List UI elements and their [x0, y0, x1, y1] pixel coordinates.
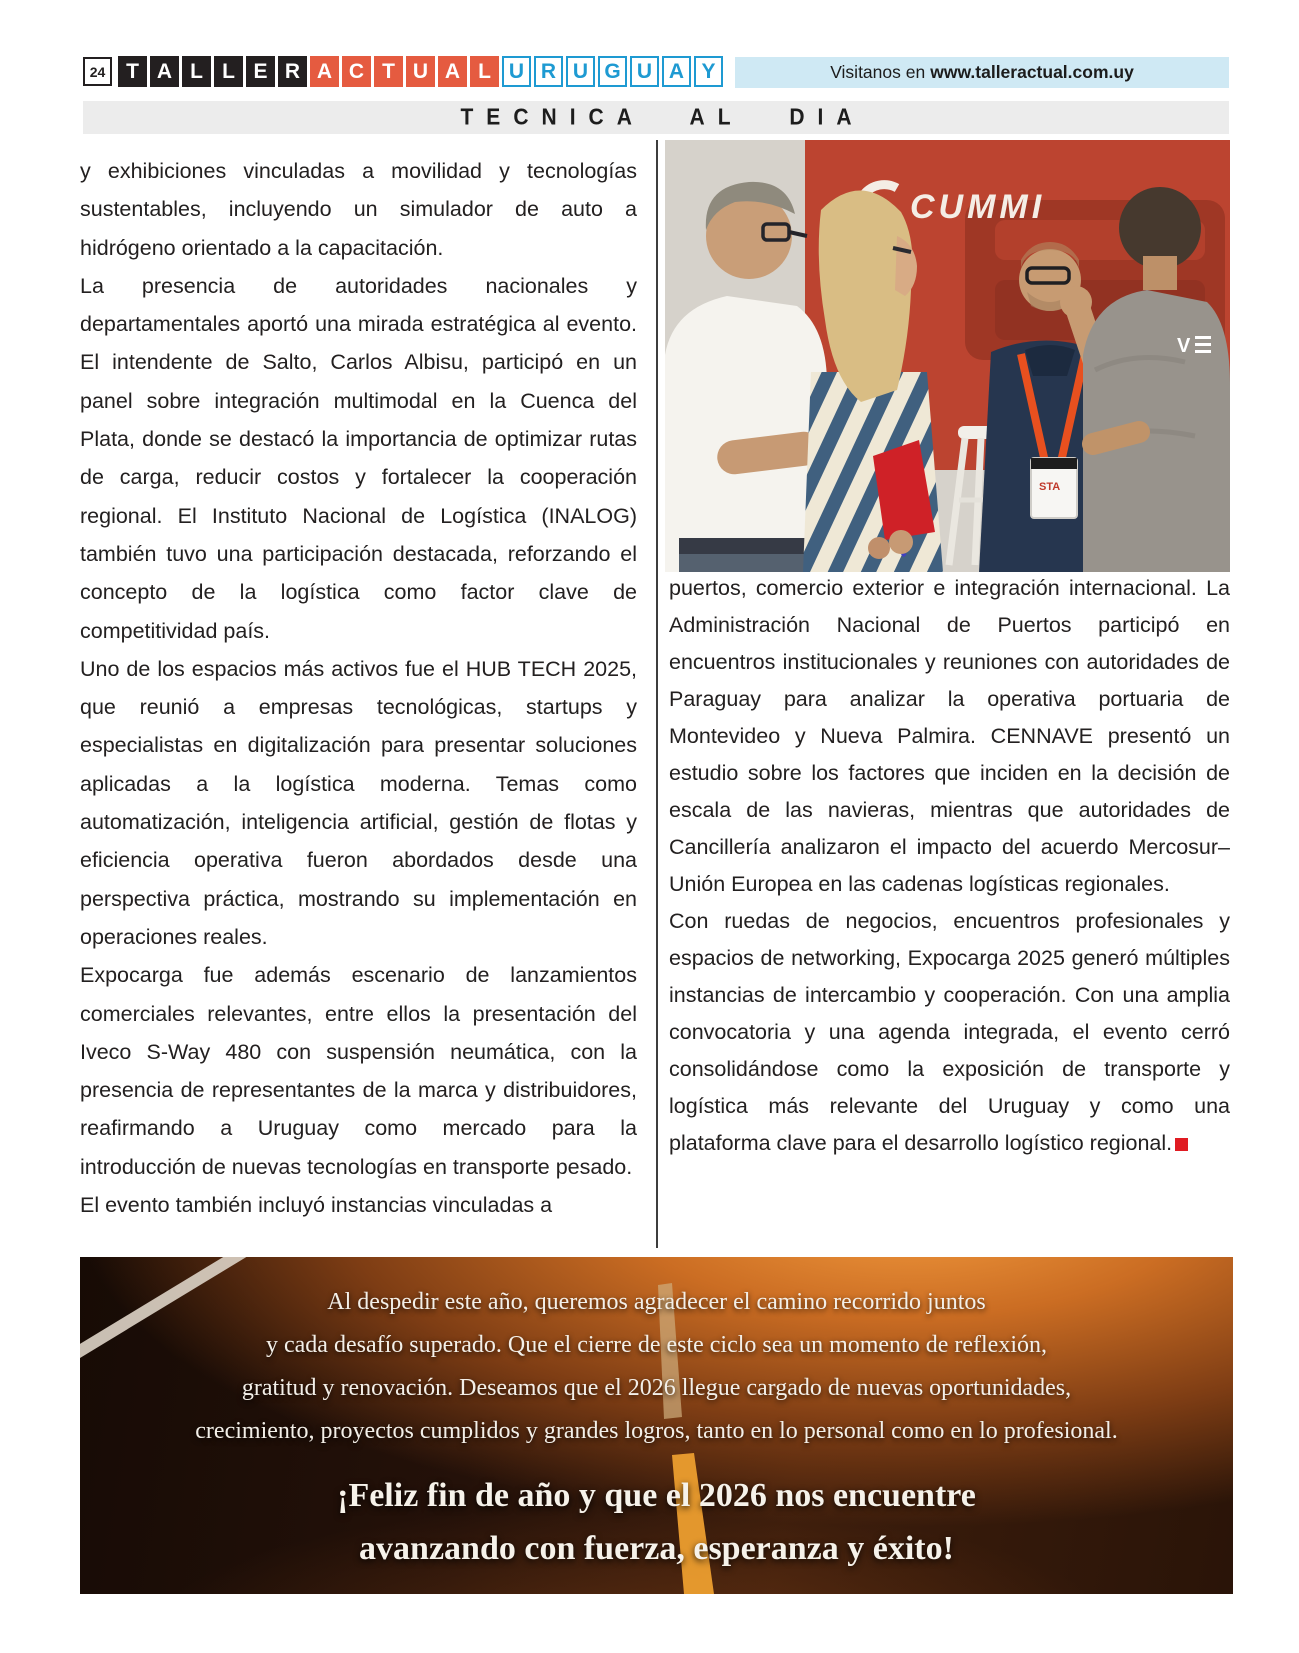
paragraph-last [669, 903, 1230, 1162]
paragraph: El evento también incluyó instancias vinculadas a [80, 1193, 553, 1218]
paragraph: Expocarga fue además escenario de lanzamientos comerciales relevantes, entre ellos la presentación del Iveco S-Way 480 con suspensión neumática, con la presencia de representantes de la marca y distribuidores, reafirmando a Uruguay como mercado para la introducción de nuevas tecnologías en transporte pesado. [80, 963, 637, 1179]
paragraph: Uno de los espacios más activos fue el HUB TECH 2025, que reunió a empresas tecnológicas, startups y especialistas en digitalización para presentar soluciones aplicadas a la logística moderna. Temas como automatización, inteligencia artificial, gestión de flotas y eficiencia operativa fueron abordados desde una perspectiva práctica, mostrando su implementación en operaciones reales. [80, 656, 637, 949]
logo-actual: A C T U A L [310, 56, 499, 87]
column-divider [656, 140, 658, 1248]
paragraph: La presencia de autoridades nacionales y departamentales aportó una mirada estratégica al evento. El intendente de Salto, Carlos Albisu, participó en un panel sobre integración multimodal en la Cuenca del Plata, donde se destacó la importancia de optimizar rutas de carga, reducir costos y fortalecer la cooperación regional. El Instituto Nacional de Logística (INALOG) también tuvo una participación destacada, reforzando el concepto de la logística como factor clave de competitividad país. [80, 273, 637, 643]
right-column [669, 570, 1230, 1162]
section-title: TECNICA AL DIA [460, 104, 865, 130]
greeting-headline: ¡Feliz fin de año y que el 2026 nos encuentre avanzando con fuerza, esperanza y éxito! [337, 1477, 976, 1567]
staff-badge-text: STA [1039, 481, 1061, 493]
logo-taller: T A L L E R [118, 56, 307, 87]
section-bar [83, 101, 1229, 134]
event-photo-illustration [665, 140, 1230, 572]
article-end-mark [1175, 1138, 1188, 1151]
greeting-banner [80, 1257, 1233, 1594]
left-column [80, 152, 637, 1224]
site-url-link[interactable]: www.talleractual.com.uy [930, 62, 1134, 82]
valvoline-logo: V [1177, 335, 1191, 357]
paragraph-text: Con ruedas de negocios, encuentros profesionales y espacios de networking, Expocarga 2025 generó múltiples instancias de intercambio y cooperación. Con una amplia convocatoria y una agenda integrada, el evento cerró consolidándose como la exposición de transporte y logística más relevante del Uruguay y como una plataforma clave para el desarrollo logístico regional. [669, 909, 1230, 1155]
greeting-message: Al despedir este año, queremos agradecer el camino recorrido juntos y cada desafío superado. Que el cierre de este ciclo sea un momento de reflexión, gratitud y renovación. Deseamos que el 2026 llegue cargado de nuevas oportunidades, crecimiento, proyectos cumplidos y grandes logros, tanto en lo personal como en lo profesional. [195, 1289, 1118, 1444]
visit-bar [735, 57, 1229, 88]
page-number: 24 [83, 57, 112, 86]
logo-uruguay: U R U G U A Y [502, 56, 723, 87]
masthead [83, 56, 723, 87]
paragraph: y exhibiciones vinculadas a movilidad y tecnologías sustentables, incluyendo un simulador de auto a hidrógeno orientado a la capacitación. [80, 159, 637, 260]
cummins-brand-text: CUMMI [910, 188, 1046, 226]
paragraph: puertos, comercio exterior e integración internacional. La Administración Nacional de Puertos participó en encuentros institucionales y reuniones con autoridades de Paraguay para analizar la operativa portuaria de Montevideo y Nueva Palmira. CENNAVE presentó un estudio sobre los factores que inciden en la decisión de escala de las navieras, mientras que autoridades de Cancillería analizaron el impacto del acuerdo Mercosur–Unión Europea en las cadenas logísticas regionales. [669, 576, 1230, 896]
event-photo [665, 140, 1230, 572]
visit-prefix: Visitanos en [830, 62, 926, 82]
